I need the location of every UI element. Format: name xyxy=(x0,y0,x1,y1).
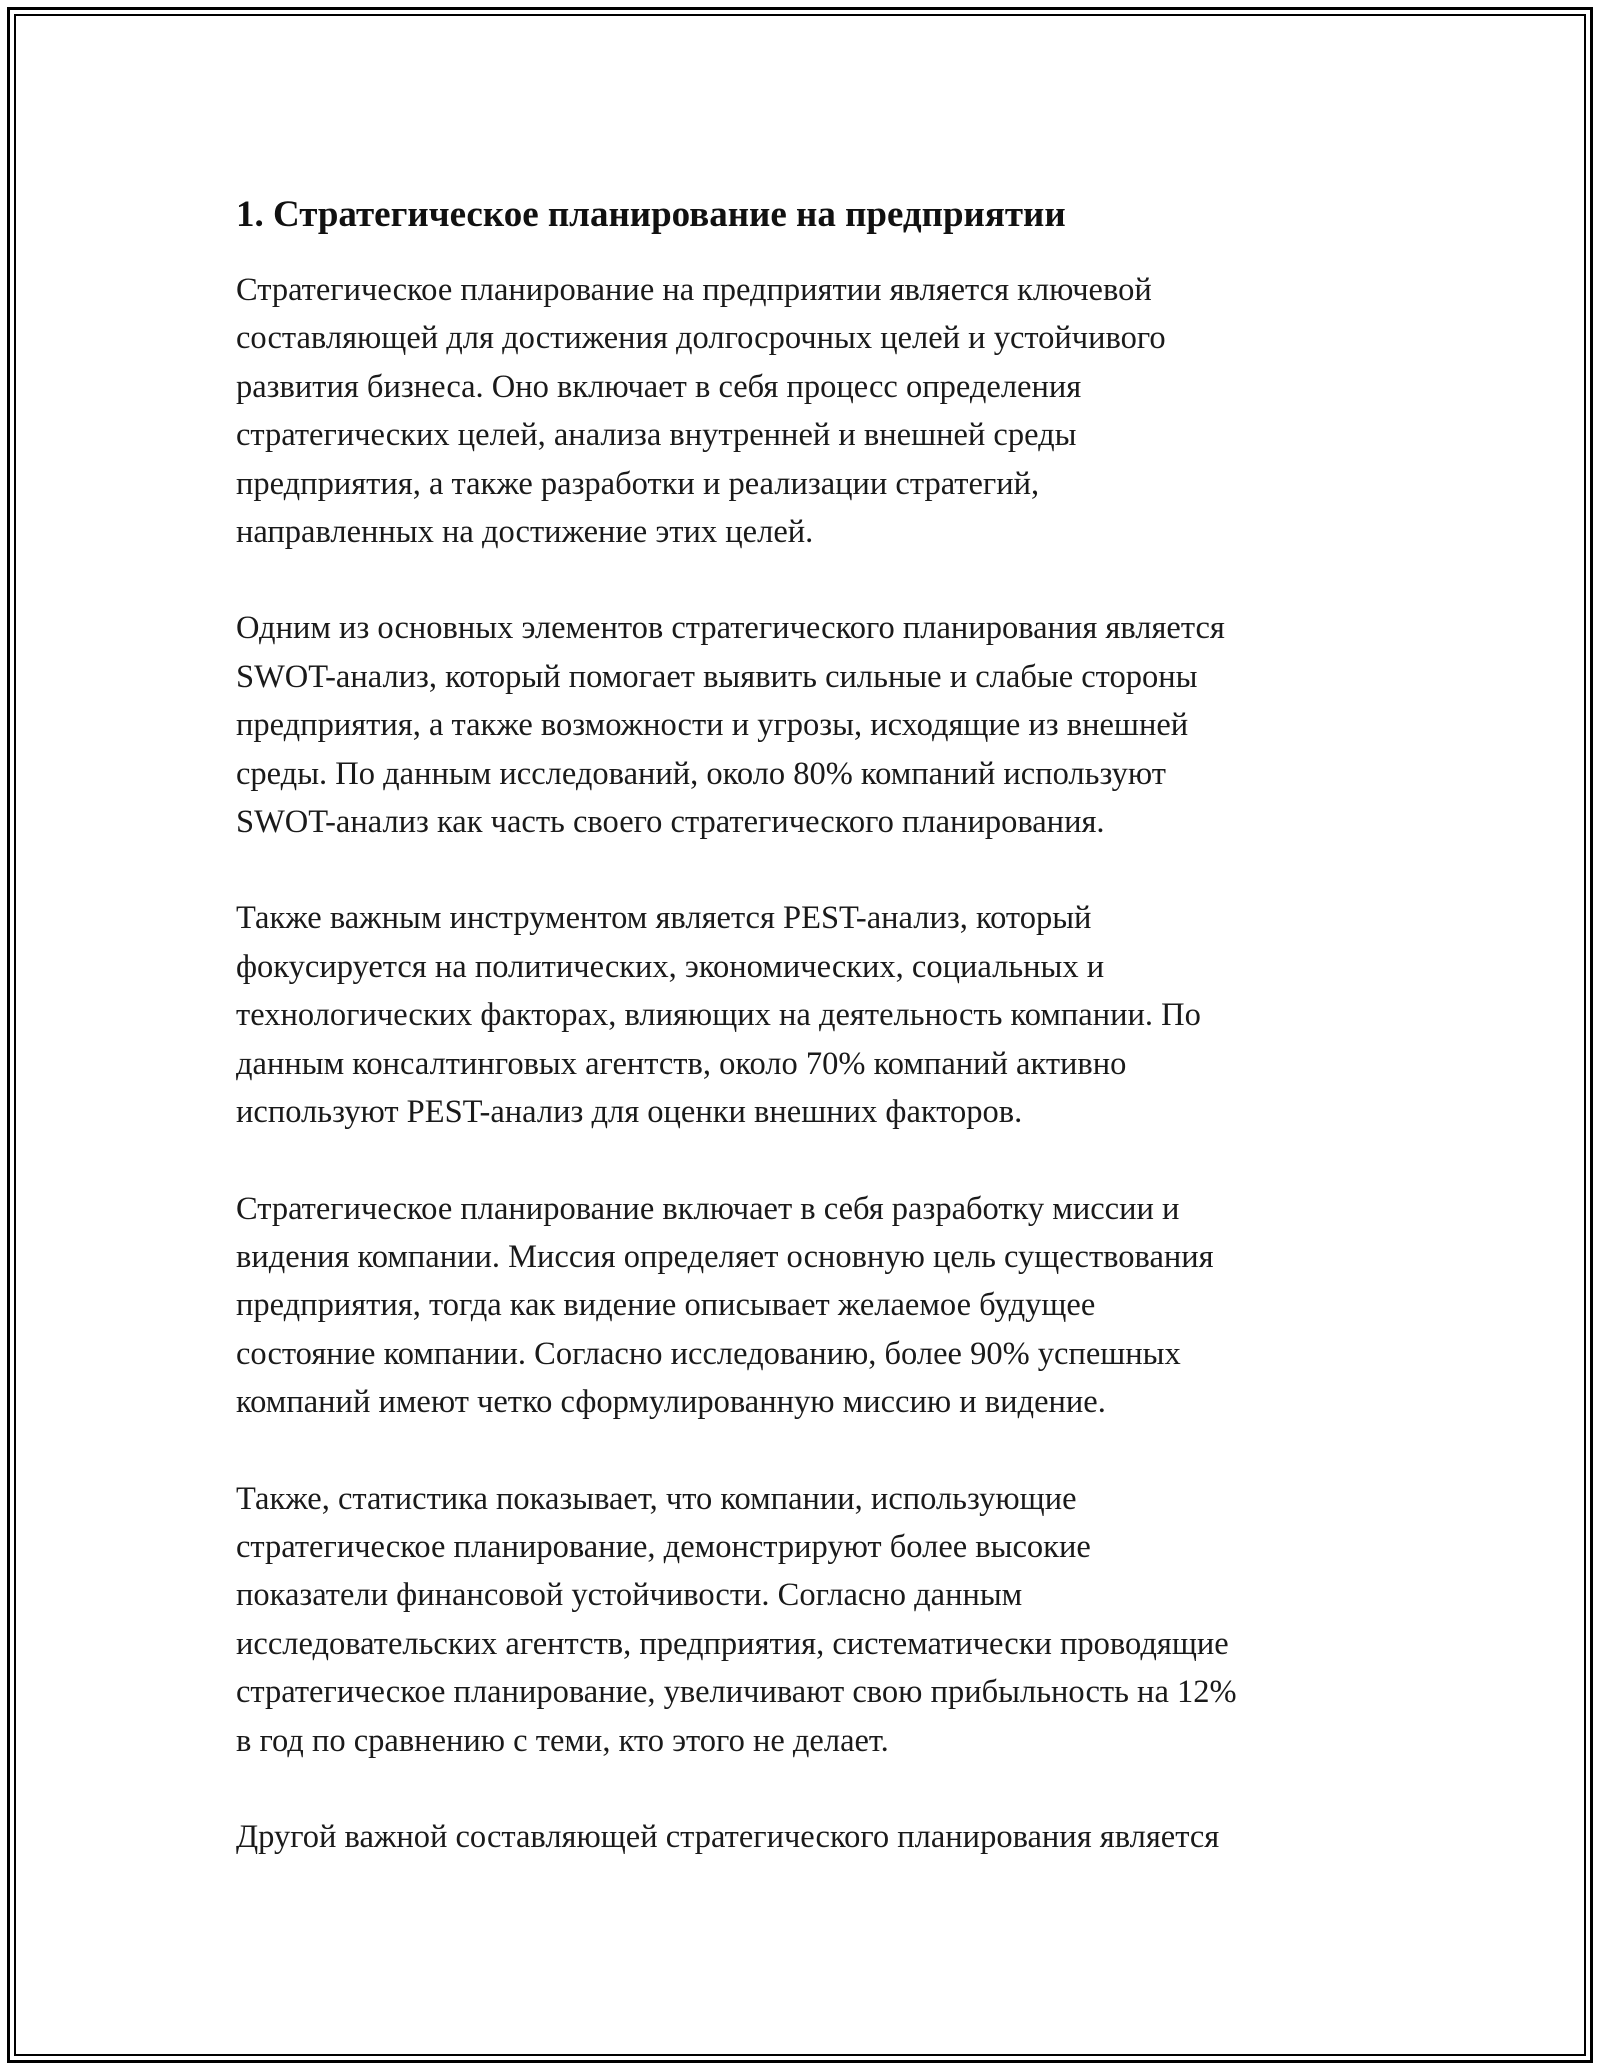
paragraph-line: состояние компании. Согласно исследованию, более 90% успешных xyxy=(236,1335,1181,1372)
paragraph-line: Другой важной составляющей стратегического планирования является xyxy=(236,1818,1220,1855)
paragraph-line: технологических факторах, влияющих на деятельность компании. По xyxy=(236,997,1201,1034)
paragraph-line: Стратегическое планирование на предприятии является ключевой xyxy=(236,272,1152,308)
paragraph-line: стратегическое планирование, увеличивают свою прибыльность на 12% xyxy=(236,1674,1237,1711)
paragraph-line: в год по сравнению с теми, кто этого не делает. xyxy=(236,1722,889,1759)
paragraph-line: исследовательских агентств, предприятия, систематически проводящие xyxy=(236,1625,1229,1662)
section-heading: 1. Стратегическое планирование на предприятии xyxy=(236,194,1066,235)
paragraph-line: предприятия, а также разработки и реализации стратегий, xyxy=(236,465,1040,502)
paragraph-line: среды. По данным исследований, около 80% компаний используют xyxy=(236,755,1166,792)
paragraph-statistics xyxy=(236,1475,1376,1765)
paragraph-line: SWOT-анализ как часть своего стратегического планирования. xyxy=(236,804,1105,841)
paragraph-intro xyxy=(236,266,1376,556)
paragraph-line: фокусируется на политических, экономических, социальных и xyxy=(236,948,1105,985)
paragraph-line: развития бизнеса. Оно включает в себя процесс определения xyxy=(236,368,1082,405)
paragraph-line: предприятия, а также возможности и угрозы, исходящие из внешней xyxy=(236,707,1189,744)
paragraph-line: Стратегическое планирование включает в себя разработку миссии и xyxy=(236,1190,1180,1227)
paragraph-line: Также, статистика показывает, что компании, использующие xyxy=(236,1480,1077,1517)
paragraph-mission xyxy=(236,1185,1376,1427)
paragraph-line: данным консалтинговых агентств, около 70% компаний активно xyxy=(236,1045,1127,1082)
paragraph-line: компаний имеют четко сформулированную миссию и видение. xyxy=(236,1384,1106,1421)
paragraph-line: Также важным инструментом является PEST-анализ, который xyxy=(236,900,1092,937)
document-body xyxy=(236,192,1376,1909)
paragraph-line: показатели финансовой устойчивости. Согласно данным xyxy=(236,1577,1023,1614)
paragraph-line: стратегических целей, анализа внутренней и внешней среды xyxy=(236,417,1077,454)
paragraph-line: SWOT-анализ, который помогает выявить сильные и слабые стороны xyxy=(236,658,1198,695)
paragraph-continuation xyxy=(236,1813,1376,1861)
paragraph-line: предприятия, тогда как видение описывает желаемое будущее xyxy=(236,1287,1096,1324)
paragraph-line: стратегическое планирование, демонстрируют более высокие xyxy=(236,1528,1091,1565)
paragraph-line: составляющей для достижения долгосрочных целей и устойчивого xyxy=(236,320,1166,357)
paragraph-line: видения компании. Миссия определяет основную цель существования xyxy=(236,1238,1214,1275)
paragraph-line: направленных на достижение этих целей. xyxy=(236,514,814,551)
paragraph-swot xyxy=(236,604,1376,846)
paragraph-pest xyxy=(236,894,1376,1136)
paragraph-line: Одним из основных элементов стратегического планирования является xyxy=(236,610,1225,647)
paragraph-line: используют PEST-анализ для оценки внешних факторов. xyxy=(236,1094,1023,1131)
